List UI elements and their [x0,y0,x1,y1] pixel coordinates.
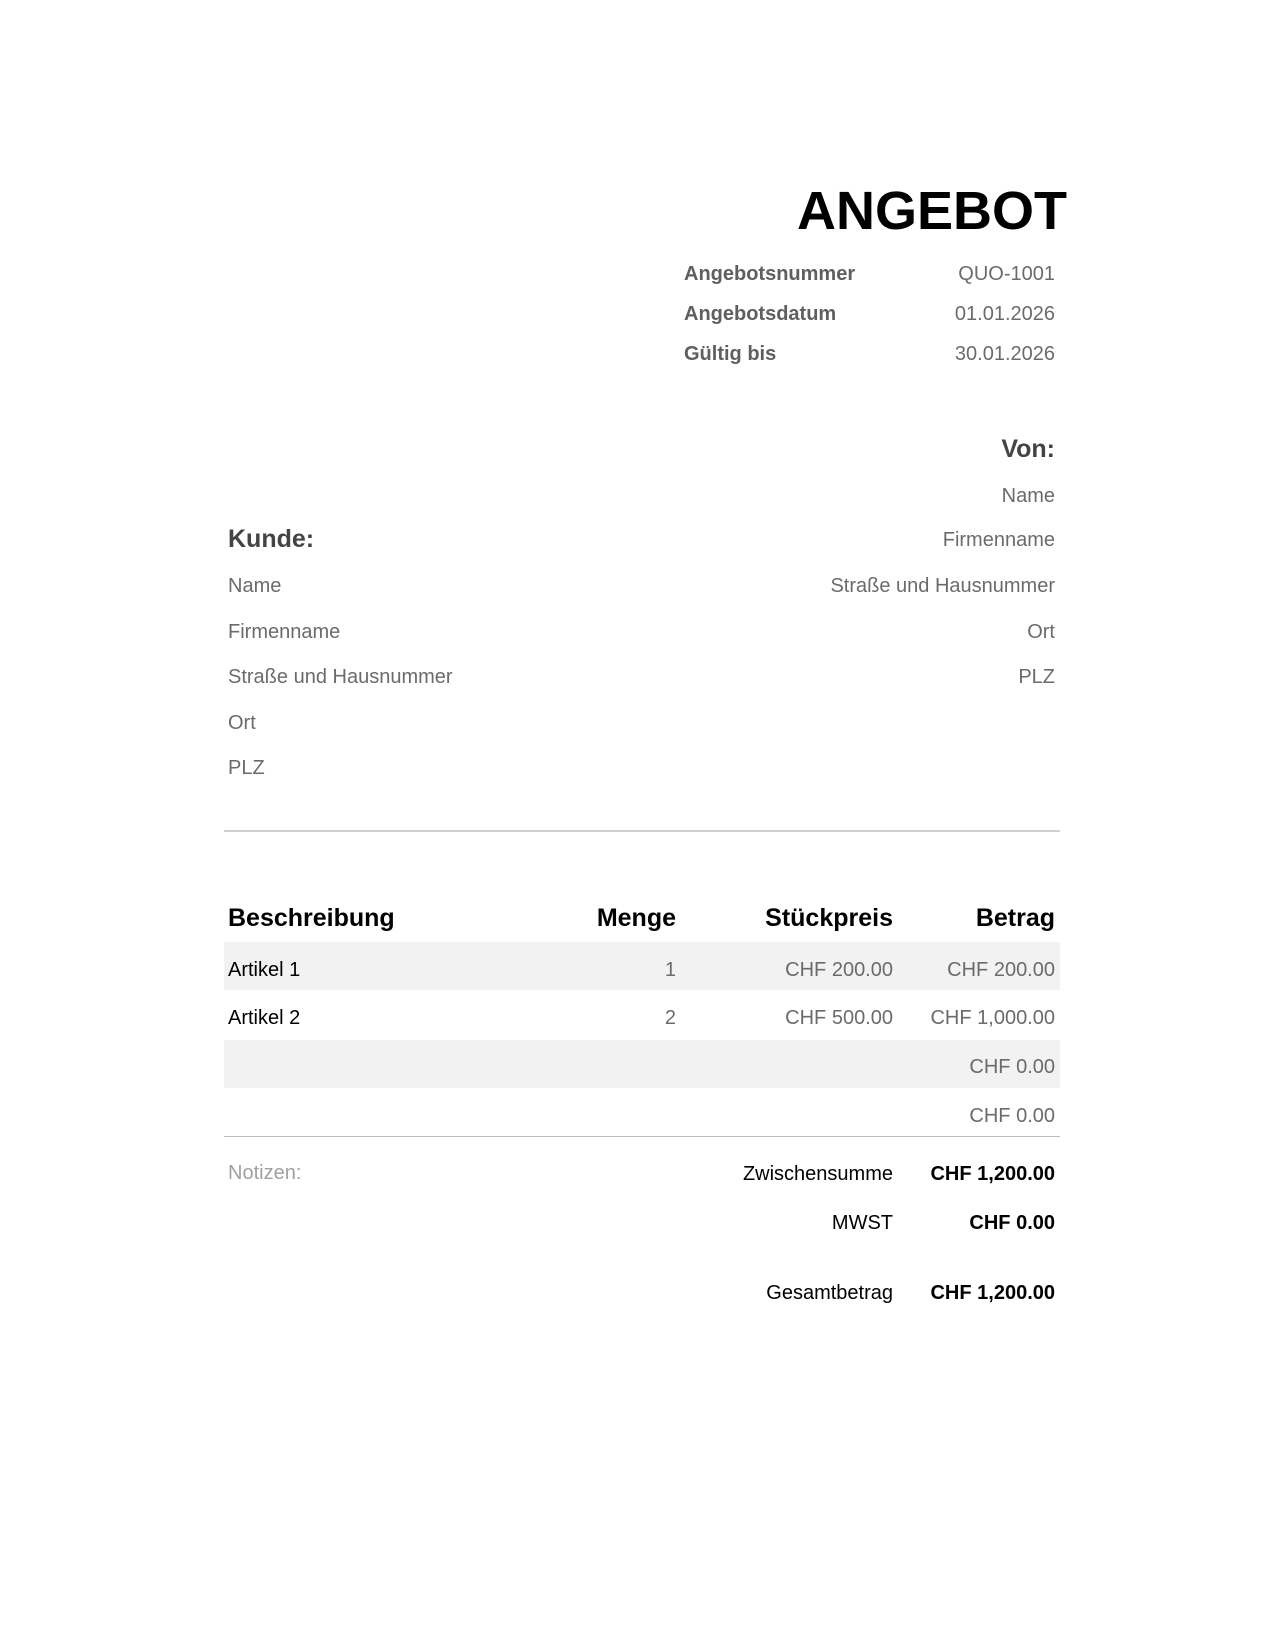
table-cell-unit-price: CHF 200.00 [785,959,893,981]
document-title: ANGEBOT [797,181,1067,241]
sender-company: Firmenname [942,529,1055,551]
subtotal-label: Zwischensumme [742,1163,893,1185]
column-header-amount: Betrag [975,904,1055,932]
table-cell-amount: CHF 0.00 [969,1105,1055,1127]
valid-until-label: Gültig bis [684,343,777,365]
quote-date-value: 01.01.2026 [954,303,1055,325]
sender-city: Ort [1027,621,1055,643]
total-value: CHF 1,200.00 [930,1282,1055,1304]
table-cell-amount: CHF 200.00 [947,959,1055,981]
table-cell-description: Artikel 1 [228,959,301,981]
table-row-background [224,942,1060,990]
column-header-unit-price: Stückpreis [765,904,893,932]
quote-date-label: Angebotsdatum [684,303,837,325]
customer-street: Straße und Hausnummer [228,666,453,688]
notes-label: Notizen: [228,1162,302,1184]
table-cell-description: Artikel 2 [228,1007,301,1029]
table-cell-amount: CHF 1,000.00 [930,1007,1055,1029]
tax-label: MWST [831,1212,893,1234]
table-cell-unit-price: CHF 500.00 [785,1007,893,1029]
sender-zip: PLZ [1018,666,1055,688]
customer-company: Firmenname [228,621,341,643]
subtotal-value: CHF 1,200.00 [930,1163,1055,1185]
table-bottom-divider [224,1136,1060,1137]
quote-number-label: Angebotsnummer [684,263,856,285]
valid-until-value: 30.01.2026 [954,343,1055,365]
customer-name: Name [228,575,282,597]
table-cell-quantity: 2 [664,1007,676,1029]
customer-city: Ort [228,712,256,734]
column-header-description: Beschreibung [228,904,395,932]
customer-zip: PLZ [228,757,265,779]
total-label: Gesamtbetrag [766,1282,893,1304]
quote-number-value: QUO-1001 [958,263,1055,285]
table-cell-quantity: 1 [664,959,676,981]
section-divider [224,830,1060,832]
table-cell-amount: CHF 0.00 [969,1056,1055,1078]
sender-name: Name [1001,485,1055,507]
column-header-quantity: Menge [596,904,676,932]
table-row-background [224,1040,1060,1088]
sender-street: Straße und Hausnummer [830,575,1055,597]
tax-value: CHF 0.00 [969,1212,1055,1234]
customer-heading: Kunde: [228,525,315,553]
sender-heading: Von: [1001,435,1055,463]
